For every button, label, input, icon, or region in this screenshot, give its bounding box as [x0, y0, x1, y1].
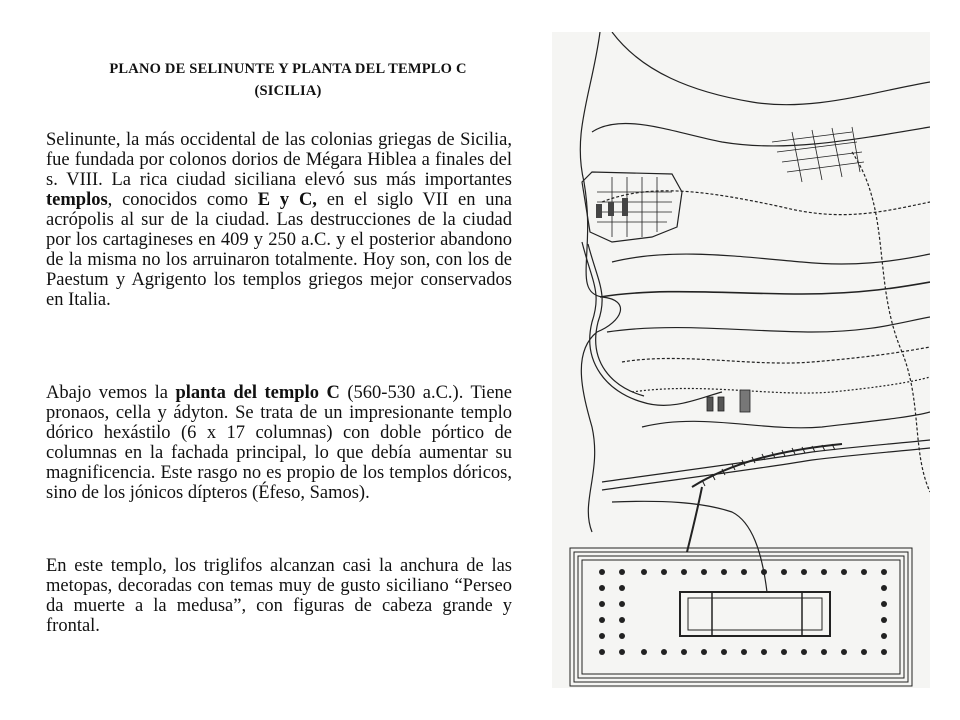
paragraph-intro	[46, 130, 512, 310]
paragraph-triglyphs	[46, 556, 512, 636]
railway	[692, 444, 842, 487]
p2-bold-planta: planta del templo C	[175, 383, 340, 403]
p2-text-1: Abajo vemos la	[46, 383, 176, 403]
temple-g-block	[740, 390, 750, 412]
p1-text-3: en el siglo VII en una acrópolis al sur de la ciudad. Las destrucciones de la ciudad por los cartagineses en 409 y 250 a.C. y el posterior abandono de la misma no los arruinaron totalmente. Hoy son, con los de Paestum y Agrigento los templos griegos mejor conservados en Italia.	[46, 190, 512, 310]
selinunte-plan-image	[552, 32, 930, 688]
p1-text-2: , conocidos como	[107, 190, 258, 210]
p3-text: En este templo, los triglifos alcanzan casi la anchura de las metopas, decoradas con temas muy de gusto siciliano “Perseo da muerte a la medusa”, con figuras de cabeza grande y frontal.	[46, 556, 512, 636]
temple-c-columns	[599, 569, 887, 655]
temple-c-plan	[570, 548, 912, 686]
paragraph-temple-plan	[46, 383, 512, 503]
temple-e-block	[707, 397, 713, 411]
p1-text-1: Selinunte, la más occidental de las colonias griegas de Sicilia, fue fundada por colonos dorios de Mégara Hiblea a finales del s. VIII. La rica ciudad siciliana elevó sus más importantes	[46, 130, 512, 190]
p2-text-2: (560-530 a.C.). Tiene pronaos, cella y ádyton. Se trata de un impresionante templo dórico hexástilo (6 x 17 columnas) con doble pórtico de columnas en la fachada principal, lo que debía aumentar su magnificencia. Este rasgo no es propio de los templos dóricos, sino de los jónicos dípteros (Éfeso, Samos).	[46, 383, 512, 503]
coastline	[580, 32, 620, 532]
title-line-1: PLANO DE SELINUNTE Y PLANTA DEL TEMPLO C	[109, 61, 467, 77]
p1-bold-temples-e-c: E y C,	[257, 190, 317, 210]
document-title	[40, 58, 536, 102]
road-lower	[602, 440, 930, 482]
map-drawing	[552, 32, 930, 688]
title-line-2: (SICILIA)	[254, 83, 322, 99]
p1-bold-templos: templos	[46, 190, 108, 210]
road	[582, 242, 722, 405]
